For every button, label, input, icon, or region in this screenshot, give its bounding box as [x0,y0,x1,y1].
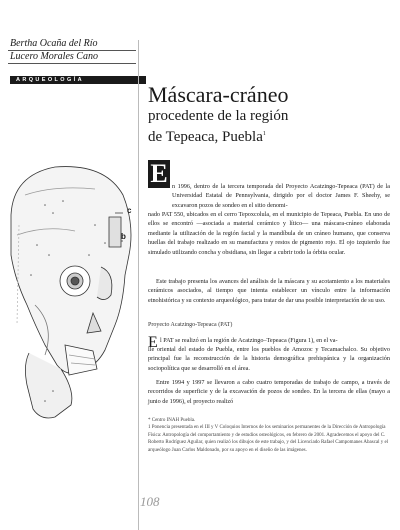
paragraph-seasons: Entre 1994 y 1997 se llevaron a cabo cuatro temporadas de trabajo de campo, a través de recorridos de superficie y de la excavación de pozos de sondeo. En la tercera de ellas (mayo a junio de 1996), el proyecto realizó [148,379,390,405]
footnotes [148,417,390,454]
subtitle-text: de Tepeaca, Puebla [148,129,263,145]
paragraph-intro-first: n 1996, dentro de la tercera temporada del Proyecto Acatzingo-Tepeaca (PAT) de la Universidad Estatal de Pennsylvania, dirigido por el doctor James F. Sheehy, se excavaron pozos de sondeo en el sitio denomi- [172,183,390,209]
article-title: Máscara-cráneo [148,82,289,107]
skull-mask-illustration [5,155,143,455]
author-1: Bertha Ocaña del Río [10,38,98,49]
article-subtitle [148,107,393,146]
section-dropcap: E [148,334,158,351]
page-number: 108 [140,494,160,509]
subtitle-line-2 [148,125,393,146]
dropcap: E [148,160,170,188]
paragraph-pat: lle oriental del estado de Puebla, entre los pueblos de Amozoc y Tecamachalco. Su objetivo principal fue la reconstrucción de la historia demográfica prehispánica y la organización sociopolítica que se desarrolló en el área. [148,346,390,372]
author-divider [8,63,136,64]
author-2: Lucero Morales Cano [10,51,98,62]
figure-label-b: b [121,232,126,241]
paragraph-purpose: Este trabajo presenta los avances del análisis de la máscara y su acotamiento a los materiales cerámicos asociados, al tiempo que intenta establecer un vínculo entre la información etnohistórica y su contexto arqueológico, para tratar de dar una posible interpretación de su uso. [148,278,390,304]
section-heading: Proyecto Acatzingo-Tepeaca (PAT) [148,322,233,328]
paragraph-intro: nado PAT 550, ubicados en el cerro Tepoxcolula, en el municipio de Tepeaca, Puebla. En uno de ellos se encontró —asociada a material cerámico y lítico— una máscara-cráneo elaborada mediante la utilización de la región facial y la mandíbula de un cráneo humano, que conserva huellas del trabajo realizado en su manufactura y restos de pigmento rojo. El ojo izquierdo fue simulado utilizando concha y obsidiana, sin llegar a cubrir todo la órbita ocular. [148,211,390,256]
footnote-mark: 1 [262,131,266,137]
footnote-affiliation: * Centro INAH Puebla. [148,418,196,423]
subtitle-line-1: procedente de la región [148,108,289,124]
author-divider [8,50,136,51]
footnote-1: 1 Ponencia presentada en el III y V Coloquios Internos de los seminarios permanentes de la Dirección de Antropología Física: Antropología del comportamiento y de estudios osteológicos, en febrero de 2001. Agradecemos el apoyo del C. Roberto Rodríguez Aguilar, quien realizó los dibujos de este trabajo, y del Licenciado Rafael Campomanes Abascal y el arqueólogo Juan Carlos Maldonado, por su apoyo en el diseño de las imágenes. [148,425,389,453]
section-banner: ARQUEOLOGÍA [10,76,146,84]
paragraph-pat-first: l PAT se realizó en la región de Acatzingo–Tepeaca (Figura 1), en el va- [160,337,338,344]
figure-label-c: c [127,206,132,215]
